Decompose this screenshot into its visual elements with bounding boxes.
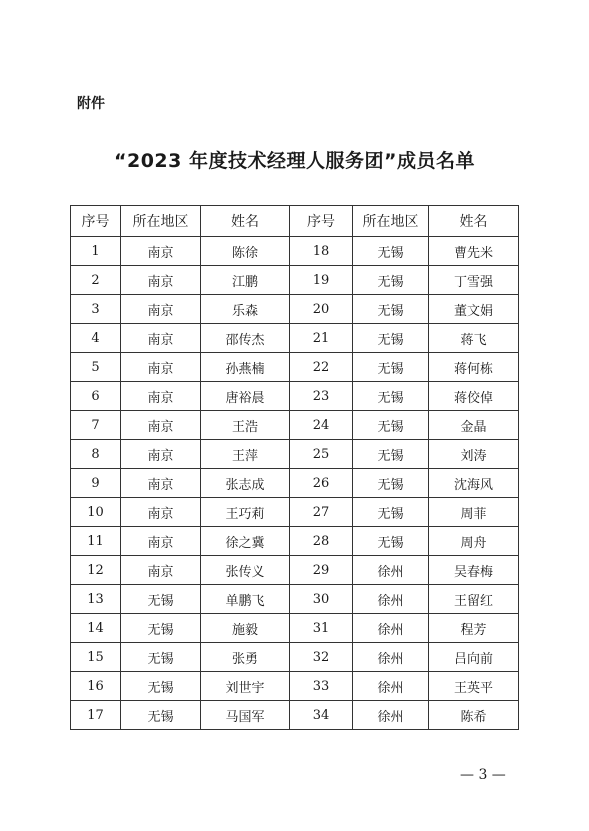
- cell-region: 南京: [121, 295, 201, 324]
- cell-region: 无锡: [353, 237, 429, 266]
- cell-name: 徐之冀: [201, 527, 290, 556]
- cell-name: 王留红: [429, 585, 519, 614]
- cell-name: 周舟: [429, 527, 519, 556]
- cell-region: 南京: [121, 440, 201, 469]
- table-row: [71, 382, 519, 411]
- cell-region: 徐州: [353, 643, 429, 672]
- table-row: [71, 498, 519, 527]
- cell-index: 29: [290, 556, 353, 585]
- cell-region: 无锡: [353, 353, 429, 382]
- cell-name: 蒋飞: [429, 324, 519, 353]
- cell-index: 10: [71, 498, 121, 527]
- table-row: [71, 440, 519, 469]
- cell-name: 张勇: [201, 643, 290, 672]
- cell-name: 吴春梅: [429, 556, 519, 585]
- header-name: 姓名: [429, 206, 519, 237]
- cell-name: 江鹏: [201, 266, 290, 295]
- page-title: “2023 年度技术经理人服务团”成员名单: [114, 150, 475, 172]
- cell-name: 乐森: [201, 295, 290, 324]
- cell-region: 无锡: [353, 382, 429, 411]
- cell-index: 21: [290, 324, 353, 353]
- cell-region: 无锡: [353, 527, 429, 556]
- cell-index: 2: [71, 266, 121, 295]
- cell-region: 徐州: [353, 585, 429, 614]
- table-header-row: [71, 206, 519, 237]
- header-region: 所在地区: [121, 206, 201, 237]
- cell-region: 南京: [121, 237, 201, 266]
- cell-region: 南京: [121, 382, 201, 411]
- header-index: 序号: [71, 206, 121, 237]
- cell-index: 26: [290, 469, 353, 498]
- cell-index: 14: [71, 614, 121, 643]
- table-row: [71, 672, 519, 701]
- cell-region: 徐州: [353, 672, 429, 701]
- cell-region: 南京: [121, 527, 201, 556]
- cell-index: 3: [71, 295, 121, 324]
- table-row: [71, 585, 519, 614]
- table-row: [71, 527, 519, 556]
- cell-region: 无锡: [121, 643, 201, 672]
- cell-index: 9: [71, 469, 121, 498]
- cell-name: 陈徐: [201, 237, 290, 266]
- cell-index: 33: [290, 672, 353, 701]
- table-row: [71, 411, 519, 440]
- table-row: [71, 237, 519, 266]
- cell-name: 马国军: [201, 701, 290, 730]
- cell-index: 27: [290, 498, 353, 527]
- cell-region: 南京: [121, 498, 201, 527]
- cell-region: 南京: [121, 266, 201, 295]
- cell-index: 16: [71, 672, 121, 701]
- cell-index: 18: [290, 237, 353, 266]
- cell-name: 王巧莉: [201, 498, 290, 527]
- cell-region: 无锡: [353, 411, 429, 440]
- cell-region: 南京: [121, 353, 201, 382]
- cell-index: 23: [290, 382, 353, 411]
- cell-name: 周菲: [429, 498, 519, 527]
- cell-index: 12: [71, 556, 121, 585]
- cell-index: 22: [290, 353, 353, 382]
- cell-name: 吕向前: [429, 643, 519, 672]
- cell-name: 孙燕楠: [201, 353, 290, 382]
- cell-index: 8: [71, 440, 121, 469]
- cell-name: 邵传杰: [201, 324, 290, 353]
- cell-index: 11: [71, 527, 121, 556]
- cell-region: 无锡: [121, 672, 201, 701]
- cell-name: 丁雪强: [429, 266, 519, 295]
- cell-region: 南京: [121, 324, 201, 353]
- table-row: [71, 701, 519, 730]
- cell-index: 17: [71, 701, 121, 730]
- cell-index: 28: [290, 527, 353, 556]
- cell-region: 无锡: [353, 266, 429, 295]
- cell-index: 25: [290, 440, 353, 469]
- cell-name: 沈海风: [429, 469, 519, 498]
- cell-name: 刘涛: [429, 440, 519, 469]
- table-row: [71, 266, 519, 295]
- table-row: [71, 469, 519, 498]
- cell-region: 南京: [121, 469, 201, 498]
- cell-index: 15: [71, 643, 121, 672]
- table-body: [71, 237, 519, 730]
- cell-name: 王英平: [429, 672, 519, 701]
- header-name: 姓名: [201, 206, 290, 237]
- cell-region: 无锡: [121, 701, 201, 730]
- cell-name: 刘世宇: [201, 672, 290, 701]
- cell-region: 南京: [121, 411, 201, 440]
- cell-index: 6: [71, 382, 121, 411]
- cell-name: 程芳: [429, 614, 519, 643]
- cell-region: 无锡: [353, 440, 429, 469]
- cell-name: 张志成: [201, 469, 290, 498]
- cell-index: 30: [290, 585, 353, 614]
- page-number: — 3 —: [460, 767, 506, 783]
- cell-name: 蒋佼倬: [429, 382, 519, 411]
- table-row: [71, 295, 519, 324]
- cell-index: 5: [71, 353, 121, 382]
- header-region: 所在地区: [353, 206, 429, 237]
- cell-name: 陈希: [429, 701, 519, 730]
- cell-region: 徐州: [353, 701, 429, 730]
- cell-name: 王浩: [201, 411, 290, 440]
- cell-index: 19: [290, 266, 353, 295]
- cell-index: 24: [290, 411, 353, 440]
- table-row: [71, 324, 519, 353]
- cell-name: 唐裕晨: [201, 382, 290, 411]
- cell-region: 无锡: [353, 295, 429, 324]
- cell-name: 施毅: [201, 614, 290, 643]
- cell-index: 13: [71, 585, 121, 614]
- table-row: [71, 353, 519, 382]
- cell-index: 32: [290, 643, 353, 672]
- cell-region: 无锡: [121, 585, 201, 614]
- header-index: 序号: [290, 206, 353, 237]
- table-row: [71, 643, 519, 672]
- cell-index: 1: [71, 237, 121, 266]
- table-row: [71, 614, 519, 643]
- cell-index: 31: [290, 614, 353, 643]
- cell-region: 无锡: [353, 469, 429, 498]
- cell-index: 20: [290, 295, 353, 324]
- cell-region: 无锡: [121, 614, 201, 643]
- cell-name: 张传义: [201, 556, 290, 585]
- cell-region: 徐州: [353, 614, 429, 643]
- attachment-label: 附件: [77, 96, 105, 112]
- cell-name: 董文娟: [429, 295, 519, 324]
- cell-region: 南京: [121, 556, 201, 585]
- cell-index: 7: [71, 411, 121, 440]
- cell-name: 曹先米: [429, 237, 519, 266]
- cell-name: 王萍: [201, 440, 290, 469]
- cell-region: 无锡: [353, 324, 429, 353]
- cell-name: 单鹏飞: [201, 585, 290, 614]
- table-row: [71, 556, 519, 585]
- member-roster-table: [70, 205, 519, 730]
- cell-index: 4: [71, 324, 121, 353]
- cell-region: 徐州: [353, 556, 429, 585]
- cell-name: 蒋何栋: [429, 353, 519, 382]
- cell-index: 34: [290, 701, 353, 730]
- cell-region: 无锡: [353, 498, 429, 527]
- cell-name: 金晶: [429, 411, 519, 440]
